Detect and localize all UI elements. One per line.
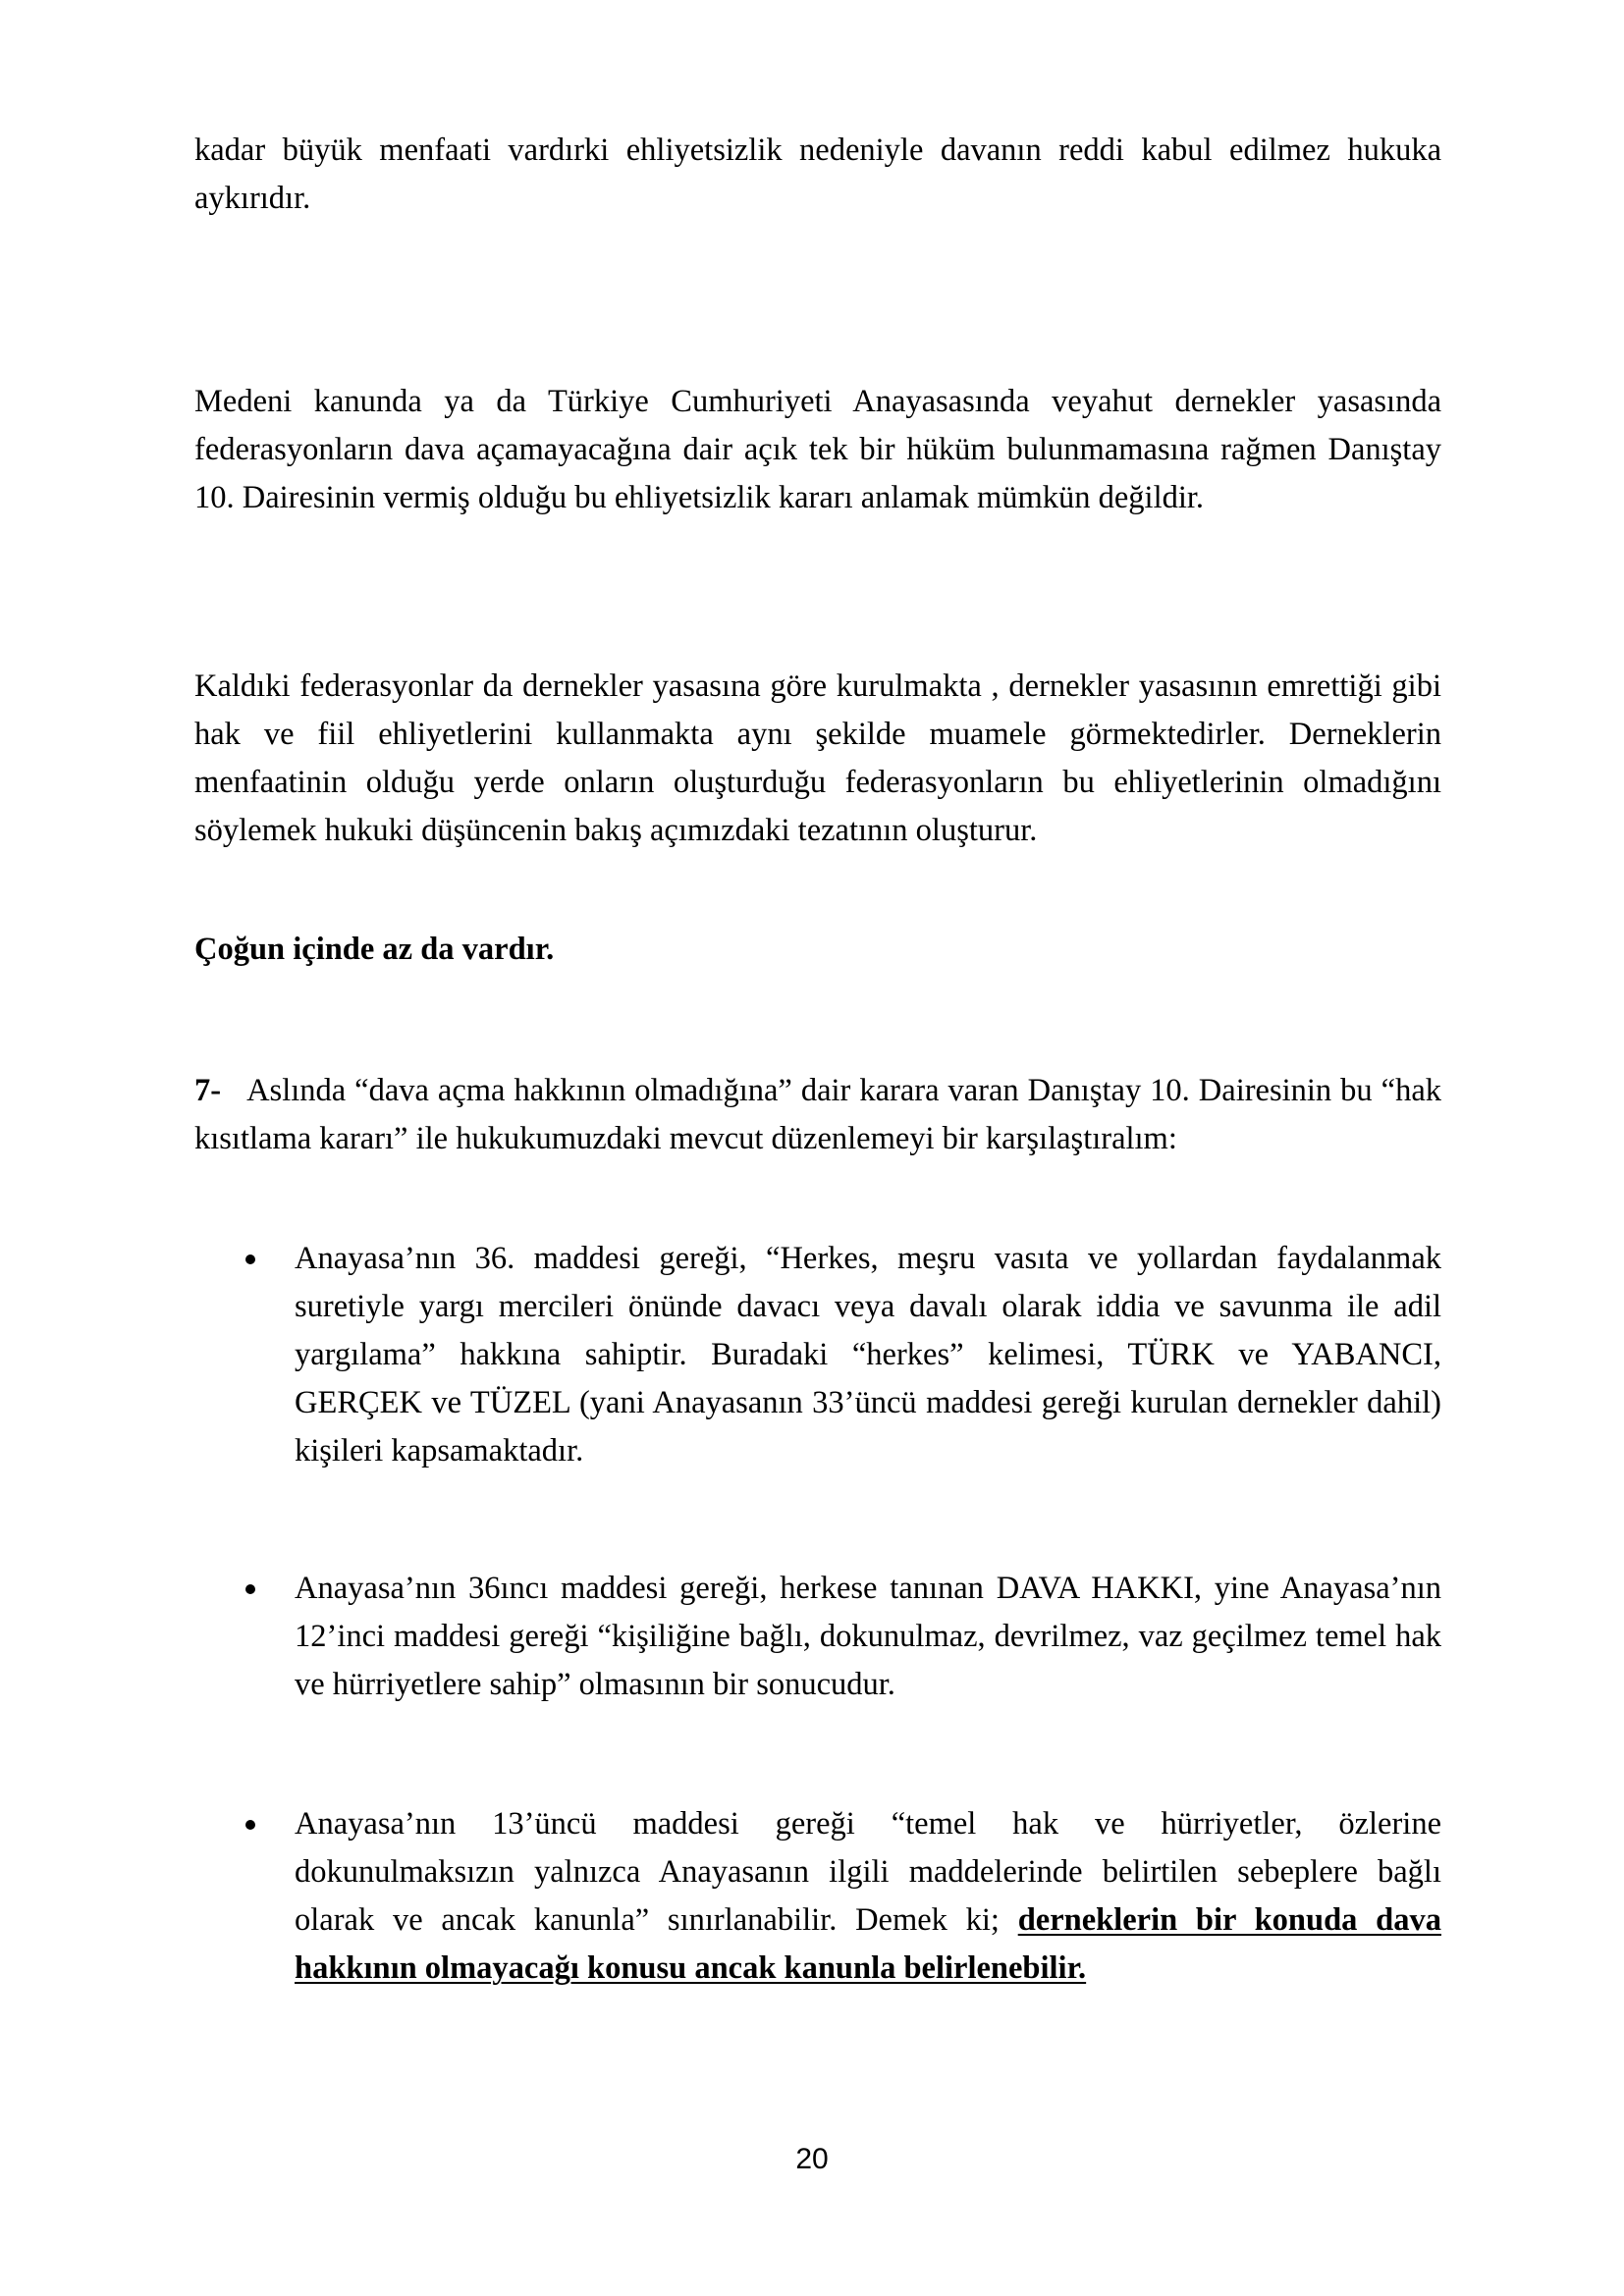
paragraph-federasyonlar: Kaldıki federasyonlar da dernekler yasasına göre kurulmakta , dernekler yasasının emrettiği gibi hak ve fiil ehliyetlerini kullanmakta aynı şekilde muamele görmektedirler. Derneklerin menfaatinin olduğu yerde onların oluşturduğu federasyonların bu ehliyetlerinin olmadığını söylemek hukuki düşüncenin bakış açımızdaki tezatının oluşturur. <box>194 668 1441 848</box>
bullet-text <box>295 1800 1441 1993</box>
bullet-icon <box>245 1584 255 1594</box>
page-number: 20 <box>795 2143 829 2175</box>
bullet-text: Anayasa’nın 36ıncı maddesi gereği, herkese tanınan DAVA HAKKI, yine Anayasa’nın 12’inci maddesi gereği “kişiliğine bağlı, dokunulmaz, devrilmez, vaz geçilmez temel hak ve hürriyetlere sahip” olmasının bir sonucudur. <box>295 1571 1441 1702</box>
bullet-icon <box>245 1255 255 1264</box>
bullet-plain-text: Anayasa’nın 13’üncü maddesi gereği “temel hak ve hürriyetler, özlerine dokunulmaksızın yalnızca Anayasanın ilgili maddelerinde belirtilen sebeplere bağlı olarak ve ancak kanunla” sınırlanabilir. Demek ki; <box>295 1806 1441 1938</box>
section-7-paragraph <box>194 1067 1441 1163</box>
section-number: 7- <box>194 1073 222 1108</box>
bullet-icon <box>245 1820 255 1830</box>
section-7-text: Aslında “dava açma hakkının olmadığına” dair karara varan Danıştay 10. Dairesinin bu “hak kısıtlama kararı” ile hukukumuzdaki mevcut düzenlemeyi bir karşılaştıralım: <box>194 1073 1441 1156</box>
paragraph-medeni-kanun: Medeni kanunda ya da Türkiye Cumhuriyeti Anayasasında veyahut dernekler yasasında federasyonların dava açamayacağına dair açık tek bir hüküm bulunmamasına rağmen Danıştay 10. Dairesinin vermiş olduğu bu ehliyetsizlik kararı anlamak mümkün değildir. <box>194 384 1441 515</box>
paragraph-bold-statement: Çoğun içinde az da vardır. <box>194 932 555 967</box>
paragraph-continuation: kadar büyük menfaati vardırki ehliyetsizlik nedeniyle davanın reddi kabul edilmez hukuka aykırıdır. <box>194 133 1441 216</box>
bullet-emphasis-text: derneklerin bir konuda dava hakkının olmayacağı konusu ancak kanunla belirlenebilir. <box>295 1902 1441 1986</box>
bullet-text: Anayasa’nın 36. maddesi gereği, “Herkes, meşru vasıta ve yollardan faydalanmak suretiyle yargı mercileri önünde davacı veya davalı olarak iddia ve savunma ile adil yargılama” hakkına sahiptir. Buradaki “herkes” kelimesi, TÜRK ve YABANCI, GERÇEK ve TÜZEL (yani Anayasanın 33’üncü maddesi gereği kurulan dernekler dahil) kişileri kapsamaktadır. <box>295 1241 1441 1468</box>
